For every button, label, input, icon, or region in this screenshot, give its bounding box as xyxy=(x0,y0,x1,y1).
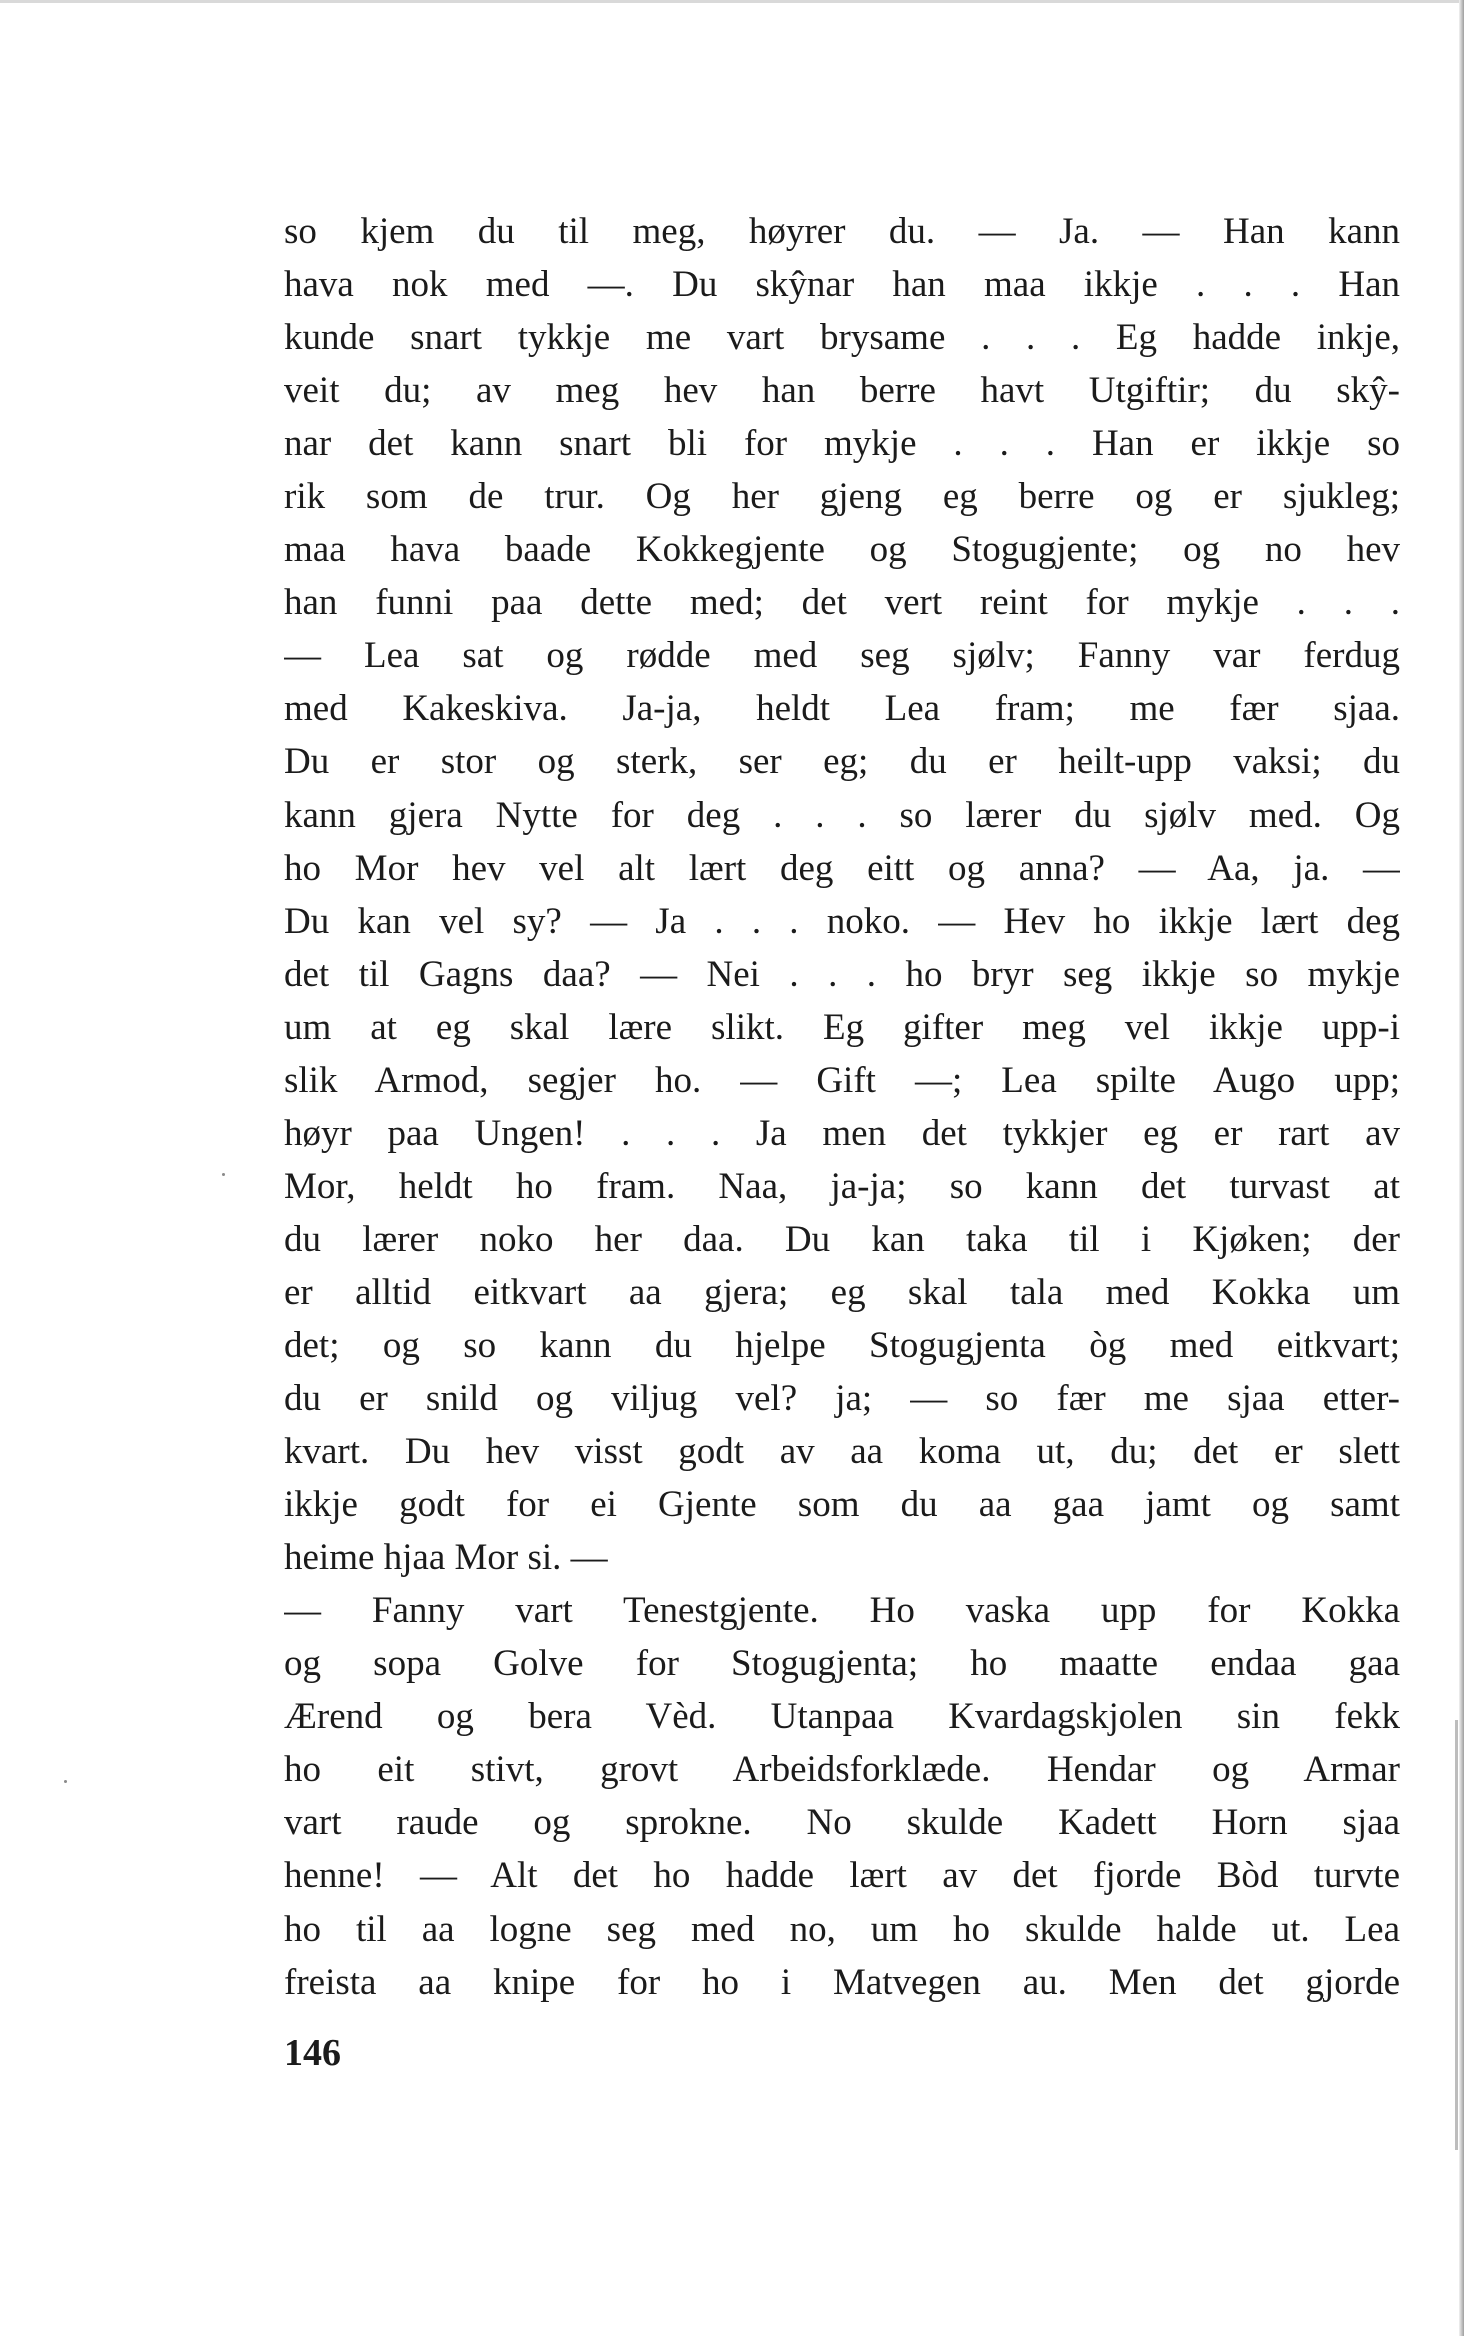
page-number: 146 xyxy=(284,2032,341,2074)
text-line: rik som de trur. Og her gjeng eg berre og er sjukleg; xyxy=(284,476,1400,518)
text-line: Mor, heldt ho fram. Naa, ja-ja; so kann det turvast at xyxy=(284,1165,1400,1207)
text-line: ho til aa logne seg med no, um ho skulde halde ut. Lea xyxy=(284,1908,1400,1950)
page-right-edge xyxy=(1459,0,1464,2336)
text-line: kann gjera Nytte for deg . . . so lærer du sjølv med. Og xyxy=(284,794,1400,836)
text-line: vart raude og sprokne. No skulde Kadett Horn sjaa xyxy=(284,1802,1400,1844)
text-line: freista aa knipe for ho i Matvegen au. Men det gjorde xyxy=(284,1961,1400,2003)
text-line: han funni paa dette med; det vert reint for mykje . . . xyxy=(284,582,1400,624)
text-line: Ærend og bera Vèd. Utanpaa Kvardagskjolen sin fekk xyxy=(284,1696,1400,1738)
text-line: maa hava baade Kokkegjente og Stogugjente; og no hev xyxy=(284,529,1400,571)
text-line: veit du; av meg hev han berre havt Utgiftir; du skŷ- xyxy=(284,370,1400,412)
text-line: er alltid eitkvart aa gjera; eg skal tala med Kokka um xyxy=(284,1271,1400,1313)
text-line: slik Armod, segjer ho. — Gift —; Lea spilte Augo upp; xyxy=(284,1059,1400,1101)
text-line: ikkje godt for ei Gjente som du aa gaa jamt og samt xyxy=(284,1484,1400,1526)
binding-shadow xyxy=(1455,1720,1458,2150)
body-text xyxy=(284,205,1400,2009)
text-line: — Fanny vart Tenestgjente. Ho vaska upp for Kokka xyxy=(284,1590,1400,1632)
text-line: det; og so kann du hjelpe Stogugjenta òg med eitkvart; xyxy=(284,1324,1400,1366)
text-line: ho Mor hev vel alt lært deg eitt og anna? — Aa, ja. — xyxy=(284,847,1400,889)
text-line: Du er stor og sterk, ser eg; du er heilt-upp vaksi; du xyxy=(284,741,1400,783)
text-line: henne! — Alt det ho hadde lært av det fjorde Bòd turvte xyxy=(284,1855,1400,1897)
paper-speck xyxy=(222,1173,225,1176)
text-line: so kjem du til meg, høyrer du. — Ja. — Han kann xyxy=(284,211,1400,252)
text-line: ho eit stivt, grovt Arbeidsforklæde. Hendar og Armar xyxy=(284,1749,1400,1791)
text-line: Du kan vel sy? — Ja . . . noko. — Hev ho ikkje lært deg xyxy=(284,900,1400,942)
paragraph-end-line: heime hjaa Mor si. — xyxy=(284,1537,608,1579)
paper-speck xyxy=(64,1780,67,1783)
text-line: og sopa Golve for Stogugjenta; ho maatte endaa gaa xyxy=(284,1643,1400,1685)
text-line: nar det kann snart bli for mykje . . . Han er ikkje so xyxy=(284,423,1400,465)
text-line: du er snild og viljug vel? ja; — so fær me sjaa etter- xyxy=(284,1378,1400,1420)
text-line: høyr paa Ungen! . . . Ja men det tykkjer eg er rart av xyxy=(284,1112,1400,1154)
text-line: det til Gagns daa? — Nei . . . ho bryr seg ikkje so mykje xyxy=(284,953,1400,995)
text-line: hava nok med —. Du skŷnar han maa ikkje . . . Han xyxy=(284,264,1400,306)
page-top-edge xyxy=(0,0,1464,3)
text-line: med Kakeskiva. Ja-ja, heldt Lea fram; me fær sjaa. xyxy=(284,688,1400,730)
text-line: um at eg skal lære slikt. Eg gifter meg vel ikkje upp-i xyxy=(284,1006,1400,1048)
text-line: kvart. Du hev visst godt av aa koma ut, du; det er slett xyxy=(284,1431,1400,1473)
text-line: du lærer noko her daa. Du kan taka til i Kjøken; der xyxy=(284,1218,1400,1260)
text-line: kunde snart tykkje me vart brysame . . . Eg hadde inkje, xyxy=(284,317,1400,359)
text-line: — Lea sat og rødde med seg sjølv; Fanny var ferdug xyxy=(284,635,1400,677)
